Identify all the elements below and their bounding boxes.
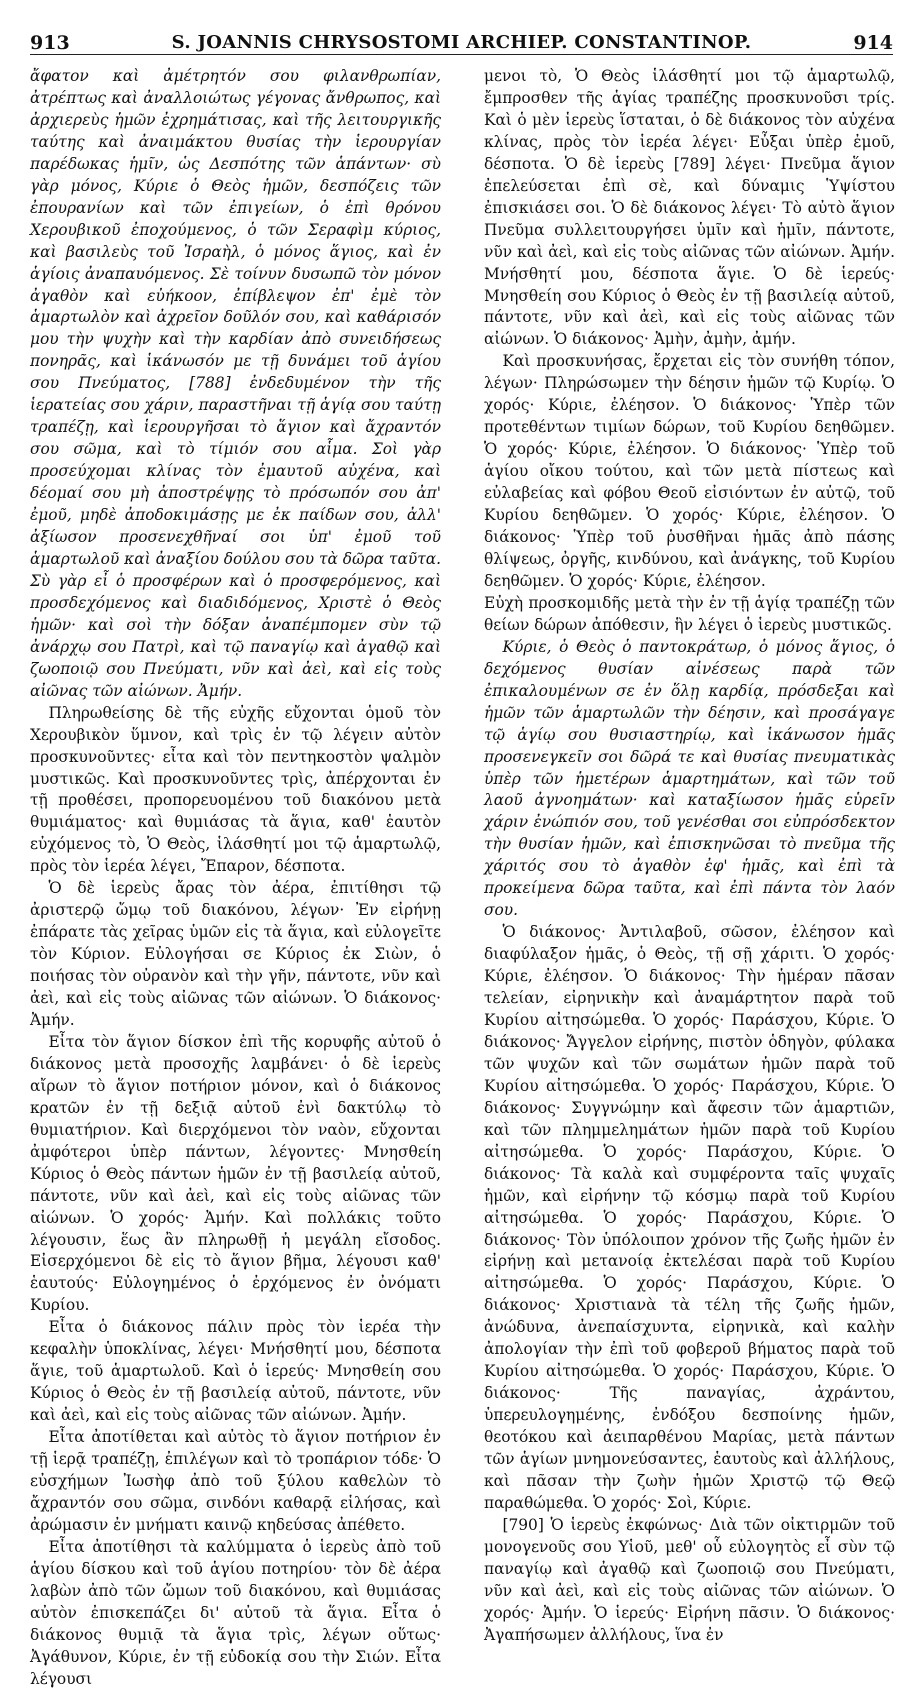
paragraph: μενοι τὸ, Ὁ Θεὸς ἱλάσθητί μοι τῷ ἁμαρτωλῷ, ἔμπροσθεν τῆς ἁγίας τραπέζης προσκυνοῦσι τρίς. Καὶ ὁ μὲν ἱερεὺς ἵσταται, ὁ δὲ διάκονος τὸν αὐχένα κλίνας, πρὸς τὸν ἱερέα λέγει· Εὖξαι ὑπὲρ ἐμοῦ, δέσποτα. Ὁ δὲ ἱερεὺς [789] λέγει· Πνεῦμα ἅγιον ἐπελεύσεται ἐπὶ σὲ, καὶ δύναμις Ὑψίστου ἐπισκιάσει σοι. Ὁ δὲ διάκονος λέγει· Τὸ αὐτὸ ἅγιον Πνεῦμα συλλειτουργήσει ὑμῖν καὶ ἡμῖν, πάντοτε, νῦν καὶ ἀεὶ, καὶ εἰς τοὺς αἰῶνας τῶν αἰώνων. Ἀμήν. Μνήσθητί μου, δέσποτα ἅγιε. Ὁ δὲ ἱερεύς· Μνησθείη σου Κύριος ὁ Θεὸς ἐν τῇ βασιλείᾳ αὐτοῦ, πάντοτε, νῦν καὶ ἀεὶ, καὶ εἰς τοὺς αἰῶνας τῶν αἰώνων. Ὁ διάκονος· Ἀμὴν, ἀμὴν, ἀμήν.	[484, 67, 895, 349]
paragraph: Ὁ διάκονος· Ἀντιλαβοῦ, σῶσον, ἐλέησον καὶ διαφύλαξον ἡμᾶς, ὁ Θεὸς, τῇ σῇ χάριτι. Ὁ χορός· Κύριε, ἐλέησον. Ὁ διάκονος· Τὴν ἡμέραν πᾶσαν τελείαν, εἰρηνικὴν καὶ ἀναμάρτητον παρὰ τοῦ Κυρίου αἰτησώμεθα. Ὁ χορός· Παράσχου, Κύριε. Ὁ διάκονος· Ἄγγελον εἰρήνης, πιστὸν ὁδηγὸν, φύλακα τῶν ψυχῶν καὶ τῶν σωμάτων ἡμῶν παρὰ τοῦ Κυρίου αἰτησώμεθα. Ὁ χορός· Παράσχου, Κύριε. Ὁ διάκονος· Συγγνώμην καὶ ἄφεσιν τῶν ἁμαρτιῶν, καὶ τῶν πλημμελημάτων ἡμῶν παρὰ τοῦ Κυρίου αἰτησώμεθα. Ὁ χορός· Παράσχου, Κύριε. Ὁ διάκονος· Τὰ καλὰ καὶ συμφέροντα ταῖς ψυχαῖς ἡμῶν, καὶ εἰρήνην τῷ κόσμῳ παρὰ τοῦ Κυρίου αἰτησώμεθα. Ὁ χορός· Παράσχου, Κύριε. Ὁ διάκονος· Τὸν ὑπόλοιπον χρόνον τῆς ζωῆς ἡμῶν ἐν εἰρήνῃ καὶ μετανοίᾳ ἐκτελέσαι παρὰ τοῦ Κυρίου αἰτησώμεθα. Ὁ χορός· Παράσχου, Κύριε. Ὁ διάκονος· Χριστιανὰ τὰ τέλη τῆς ζωῆς ἡμῶν, ἀνώδυνα, ἀνεπαίσχυντα, εἰρηνικὰ, καὶ καλὴν ἀπολογίαν τὴν ἐπὶ τοῦ φοβεροῦ βήματος παρὰ τοῦ Κυρίου αἰτησώμεθα. Ὁ χορός· Παράσχου, Κύριε. Ὁ διάκονος· Τῆς παναγίας, ἀχράντου, ὑπερευλογημένης, ἐνδόξου δεσποίνης ἡμῶν, θεοτόκου καὶ ἀειπαρθένου Μαρίας, μετὰ πάντων τῶν ἁγίων μνημονεύσαντες, ἑαυτοὺς καὶ ἀλλήλους, καὶ πᾶσαν τὴν ζωὴν ἡμῶν Χριστῷ τῷ Θεῷ παραθώμεθα. Ὁ χορός· Σοὶ, Κύριε.	[484, 923, 895, 1512]
paragraph: ἄφατον καὶ ἀμέτρητόν σου φιλανθρωπίαν, ἀτρέπτως καὶ ἀναλλοιώτως γέγονας ἄνθρωπος, καὶ ἀρχιερεὺς ἡμῶν ἐχρημάτισας, καὶ τῆς λειτουργικῆς ταύτης καὶ ἀναιμάκτου θυσίας τὴν ἱερουργίαν παρέδωκας ἡμῖν, ὡς Δεσπότης τῶν ἁπάντων· σὺ γὰρ μόνος, Κύριε ὁ Θεὸς ἡμῶν, δεσπόζεις τῶν ἐπουρανίων καὶ τῶν ἐπιγείων, ὁ ἐπὶ θρόνου Χερουβικοῦ ἐποχούμενος, ὁ τῶν Σεραφὶμ κύριος, καὶ βασιλεὺς τοῦ Ἰσραὴλ, ὁ μόνος ἅγιος, καὶ ἐν ἁγίοις ἀναπαυόμενος. Σὲ τοίνυν δυσωπῶ τὸν μόνον ἀγαθὸν καὶ εὐήκοον, ἐπίβλεψον ἐπ' ἐμὲ τὸν ἁμαρτωλὸν καὶ ἀχρεῖον δοῦλόν σου, καὶ καθάρισόν μου τὴν ψυχὴν καὶ τὴν καρδίαν ἀπὸ συνειδήσεως πονηρᾶς, καὶ ἱκάνωσόν με τῇ δυνάμει τοῦ ἁγίου σου Πνεύματος, [788] ἐνδεδυμένον τὴν τῆς ἱερατείας σου χάριν, παραστῆναι τῇ ἁγίᾳ σου ταύτῃ τραπέζῃ, καὶ ἱερουργῆσαι τὸ ἅγιον καὶ ἄχραντόν σου σῶμα, καὶ τὸ τίμιόν σου αἷμα. Σοὶ γὰρ προσεύχομαι κλίνας τὸν ἐμαυτοῦ αὐχένα, καὶ δέομαί σου μὴ ἀποστρέψῃς τὸ πρόσωπόν σου ἀπ' ἐμοῦ, μηδὲ ἀποδοκιμάσῃς με ἐκ παίδων σου, ἀλλ' ἀξίωσον προσενεχθῆναί σοι ὑπ' ἐμοῦ τοῦ ἁμαρτωλοῦ καὶ ἀναξίου δούλου σου τὰ δῶρα ταῦτα. Σὺ γὰρ εἶ ὁ προσφέρων καὶ ὁ προσφερόμενος, καὶ προσδεχόμενος καὶ διαδιδόμενος, Χριστὲ ὁ Θεὸς ἡμῶν· καὶ σοὶ τὴν δόξαν ἀναπέμπομεν σὺν τῷ ἀνάρχῳ σου Πατρὶ, καὶ τῷ παναγίῳ καὶ ἀγαθῷ καὶ ζωοποιῷ σου Πνεύματι, νῦν καὶ ἀεὶ, καὶ εἰς τοὺς αἰῶνας τῶν αἰώνων. Ἀμήν.	[30, 67, 441, 700]
paragraph: [790] Ὁ ἱερεὺς ἐκφώνως· Διὰ τῶν οἰκτιρμῶν τοῦ μονογενοῦς σου Υἱοῦ, μεθ' οὗ εὐλογητὸς εἶ σὺν τῷ παναγίῳ καὶ ἀγαθῷ καὶ ζωοποιῷ σου Πνεύματι, νῦν καὶ ἀεὶ, καὶ εἰς τοὺς αἰῶνας τῶν αἰώνων. Ὁ χορός· Ἀμήν. Ὁ ἱερεύς· Εἰρήνη πᾶσιν. Ὁ διάκονος· Ἀγαπήσωμεν ἀλλήλους, ἵνα ἐν	[484, 1515, 895, 1644]
left-column	[30, 66, 441, 1688]
paragraph: Εἶτα ἀποτίθησι τὰ καλύμματα ὁ ἱερεὺς ἀπὸ τοῦ ἁγίου δίσκου καὶ τοῦ ἁγίου ποτηρίου· τὸν δὲ ἀέρα λαβὼν ἀπὸ τῶν ὤμων τοῦ διακόνου, καὶ θυμιάσας αὐτὸν ἐπισκεπάζει δι' αὐτοῦ τὰ ἅγια. Εἶτα ὁ διάκονος θυμιᾷ τὰ ἅγια τρὶς, λέγων οὕτως· Ἀγάθυνον, Κύριε, ἐν τῇ εὐδοκίᾳ σου τὴν Σιών. Εἶτα λέγουσι	[30, 1537, 441, 1688]
column-number-left: 913	[30, 32, 70, 54]
paragraph: Ὁ δὲ ἱερεὺς ἄρας τὸν ἀέρα, ἐπιτίθησι τῷ ἀριστερῷ ὤμῳ τοῦ διακόνου, λέγων· Ἐν εἰρήνῃ ἐπάρατε τὰς χεῖρας ὑμῶν εἰς τὰ ἅγια, καὶ εὐλογεῖτε τὸν Κύριον. Εὐλογήσαι σε Κύριος ἐκ Σιὼν, ὁ ποιήσας τὸν οὐρανὸν καὶ τὴν γῆν, πάντοτε, νῦν καὶ ἀεὶ, καὶ εἰς τοὺς αἰῶνας τῶν αἰώνων. Ὁ διάκονος· Ἀμήν.	[30, 879, 441, 1029]
running-title: S. JOANNIS CHRYSOSTOMI ARCHIEP. CONSTANTINOP.	[171, 32, 752, 53]
right-column	[484, 66, 895, 1644]
paragraph: Καὶ προσκυνήσας, ἔρχεται εἰς τὸν συνήθη τόπον, λέγων· Πληρώσωμεν τὴν δέησιν ἡμῶν τῷ Κυρίῳ. Ὁ χορός· Κύριε, ἐλέησον. Ὁ διάκονος· Ὑπὲρ τῶν προτεθέντων τιμίων δώρων, τοῦ Κυρίου δεηθῶμεν. Ὁ χορός· Κύριε, ἐλέησον. Ὁ διάκονος· Ὑπὲρ τοῦ ἁγίου οἴκου τούτου, καὶ τῶν μετὰ πίστεως καὶ εὐλαβείας καὶ φόβου Θεοῦ εἰσιόντων ἐν αὐτῷ, τοῦ Κυρίου δεηθῶμεν. Ὁ χορός· Κύριε, ἐλέησον. Ὁ διάκονος· Ὑπὲρ τοῦ ῥυσθῆναι ἡμᾶς ἀπὸ πάσης θλίψεως, ὀργῆς, κινδύνου, καὶ ἀνάγκης, τοῦ Κυρίου δεηθῶμεν. Ὁ χορός· Κύριε, ἐλέησον.	[484, 352, 895, 590]
paragraph: Εἶτα ἀποτίθεται καὶ αὐτὸς τὸ ἅγιον ποτήριον ἐν τῇ ἱερᾷ τραπέζῃ, ἐπιλέγων καὶ τὸ τροπάριον τόδε· Ὁ εὐσχήμων Ἰωσὴφ ἀπὸ τοῦ ξύλου καθελὼν τὸ ἄχραντόν σου σῶμα, σινδόνι καθαρᾷ εἱλήσας, καὶ ἀρώμασιν ἐν μνήματι καινῷ κηδεύσας ἀπέθετο.	[30, 1428, 441, 1534]
paragraph: Εἶτα τὸν ἅγιον δίσκον ἐπὶ τῆς κορυφῆς αὐτοῦ ὁ διάκονος μετὰ προσοχῆς λαμβάνει· ὁ δὲ ἱερεὺς αἴρων τὸ ἅγιον ποτήριον μόνον, καὶ ὁ διάκονος κρατῶν ἐν τῇ δεξιᾷ αὐτοῦ ἐνὶ δακτύλῳ τὸ θυμιατήριον. Καὶ διερχόμενοι τὸν ναὸν, εὔχονται ἀμφότεροι ὑπὲρ πάντων, λέγοντες· Μνησθείη Κύριος ὁ Θεὸς πάντων ἡμῶν ἐν τῇ βασιλείᾳ αὐτοῦ, πάντοτε, νῦν καὶ ἀεὶ, καὶ εἰς τοὺς αἰῶνας τῶν αἰώνων. Ὁ χορός· Ἀμήν. Καὶ πολλάκις τοῦτο λέγουσιν, ἕως ἂν πληρωθῇ ἡ μεγάλη εἴσοδος. Εἰσερχόμενοι δὲ εἰς τὸ ἅγιον βῆμα, λέγουσι καθ' ἑαυτούς· Εὐλογημένος ὁ ἐρχόμενος ἐν ὀνόματι Κυρίου.	[30, 1032, 441, 1315]
paragraph: Κύριε, ὁ Θεὸς ὁ παντοκράτωρ, ὁ μόνος ἅγιος, ὁ δεχόμενος θυσίαν αἰνέσεως παρὰ τῶν ἐπικαλουμένων σε ἐν ὅλῃ καρδίᾳ, πρόσδεξαι καὶ ἡμῶν τῶν ἁμαρτωλῶν τὴν δέησιν, καὶ προσάγαγε τῷ ἁγίῳ σου θυσιαστηρίῳ, καὶ ἱκάνωσον ἡμᾶς προσενεγκεῖν σοι δῶρά τε καὶ θυσίας πνευματικὰς ὑπὲρ τῶν ἡμετέρων ἁμαρτημάτων, καὶ τῶν τοῦ λαοῦ ἀγνοημάτων· καὶ καταξίωσον ἡμᾶς εὑρεῖν χάριν ἐνώπιόν σου, τοῦ γενέσθαι σοι εὐπρόσδεκτον τὴν θυσίαν ἡμῶν, καὶ ἐπισκηνῶσαι τὸ πνεῦμα τῆς χάριτός σου τὸ ἀγαθὸν ἐφ' ἡμᾶς, καὶ ἐπὶ τὰ προκείμενα δῶρα ταῦτα, καὶ ἐπὶ πάντα τὸν λαόν σου.	[484, 637, 895, 920]
column-number-right: 914	[853, 32, 893, 54]
paragraph: Εἶτα ὁ διάκονος πάλιν πρὸς τὸν ἱερέα τὴν κεφαλὴν ὑποκλίνας, λέγει· Μνήσθητί μου, δέσποτα ἅγιε, τοῦ ἁμαρτωλοῦ. Καὶ ὁ ἱερεύς· Μνησθείη σου Κύριος ὁ Θεὸς ἐν τῇ βασιλείᾳ αὐτοῦ, πάντοτε, νῦν καὶ ἀεὶ, καὶ εἰς τοὺς αἰῶνας τῶν αἰώνων. Ἀμήν.	[30, 1318, 441, 1425]
page-header	[30, 30, 893, 55]
paragraph: Πληρωθείσης δὲ τῆς εὐχῆς εὔχονται ὁμοῦ τὸν Χερουβικὸν ὕμνον, καὶ τρὶς ἐν τῷ λέγειν αὐτὸν προσκυνοῦντες· εἶτα καὶ τὸν πεντηκοστὸν ψαλμὸν μυστικῶς. Καὶ προσκυνοῦντες τρὶς, ἀπέρχονται ἐν τῇ προθέσει, προπορευομένου τοῦ διακόνου μετὰ θυμιάματος· καὶ θυμιάσας τὰ ἅγια, καθ' ἑαυτὸν εὐχόμενος τὸ, Ὁ Θεὸς, ἱλάσθητί μοι τῷ ἁμαρτωλῷ, πρὸς τὸν ἱερέα λέγει, Ἔπαρον, δέσποτα.	[30, 703, 441, 876]
paragraph: Εὐχὴ προσκομιδῆς μετὰ τὴν ἐν τῇ ἁγίᾳ τραπέζῃ τῶν θείων δώρων ἀπόθεσιν, ἣν λέγει ὁ ἱερεὺς μυστικῶς.	[484, 593, 895, 634]
